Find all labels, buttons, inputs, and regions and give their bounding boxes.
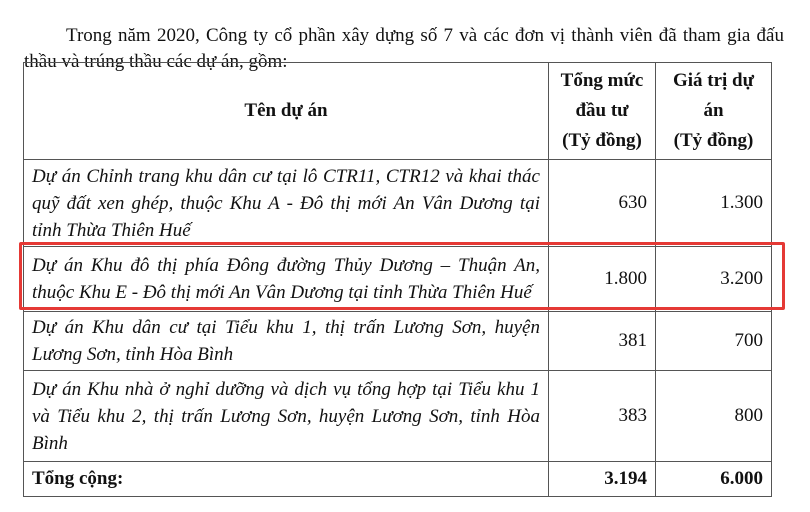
intro-paragraph: Trong năm 2020, Công ty cổ phần xây dựng số 7 và các đơn vị thành viên đã tham gia đấu thầu và trúng thầu các dự án, gồm: bbox=[24, 25, 784, 72]
header-value-line1: Giá trị dự bbox=[672, 70, 755, 91]
header-value-line2: án bbox=[703, 100, 724, 121]
project-name-cell: Dự án Chỉnh trang khu dân cư tại lô CTR11, CTR12 và khai thác quỹ đất xen ghép, thuộc Khu A - Đô thị mới An Vân Dương tại tỉnh Thừa Thiên Huế bbox=[24, 160, 549, 247]
value-cell: 3.200 bbox=[656, 247, 772, 312]
investment-cell: 381 bbox=[549, 312, 656, 371]
total-investment: 3.194 bbox=[549, 462, 656, 497]
value-cell: 800 bbox=[656, 371, 772, 462]
investment-cell: 383 bbox=[549, 371, 656, 462]
total-label: Tổng cộng: bbox=[24, 462, 549, 497]
investment-cell: 630 bbox=[549, 160, 656, 247]
header-total-investment bbox=[549, 63, 656, 160]
table-row bbox=[24, 160, 772, 247]
project-table bbox=[23, 62, 772, 497]
header-investment-line1: Tổng mức bbox=[560, 70, 644, 91]
header-project-value bbox=[656, 63, 772, 160]
table-row bbox=[24, 247, 772, 312]
project-name-cell: Dự án Khu đô thị phía Đông đường Thủy Dương – Thuận An, thuộc Khu E - Đô thị mới An Vân Dương tại tỉnh Thừa Thiên Huế bbox=[24, 247, 549, 312]
project-name-cell: Dự án Khu dân cư tại Tiểu khu 1, thị trấn Lương Sơn, huyện Lương Sơn, tỉnh Hòa Bình bbox=[24, 312, 549, 371]
project-name-cell: Dự án Khu nhà ở nghỉ dưỡng và dịch vụ tổng hợp tại Tiểu khu 1 và Tiểu khu 2, thị trấn Lương Sơn, huyện Lương Sơn, tỉnh Hòa Bình bbox=[24, 371, 549, 462]
investment-cell: 1.800 bbox=[549, 247, 656, 312]
total-row bbox=[24, 462, 772, 497]
table-row bbox=[24, 371, 772, 462]
value-cell: 700 bbox=[656, 312, 772, 371]
table-header-row bbox=[24, 63, 772, 160]
table-row bbox=[24, 312, 772, 371]
total-value: 6.000 bbox=[656, 462, 772, 497]
header-investment-line2: đầu tư bbox=[575, 100, 629, 121]
header-investment-unit: (Tỷ đồng) bbox=[562, 130, 642, 151]
value-cell: 1.300 bbox=[656, 160, 772, 247]
header-project-name: Tên dự án bbox=[24, 63, 549, 160]
header-value-unit: (Tỷ đồng) bbox=[673, 130, 754, 151]
